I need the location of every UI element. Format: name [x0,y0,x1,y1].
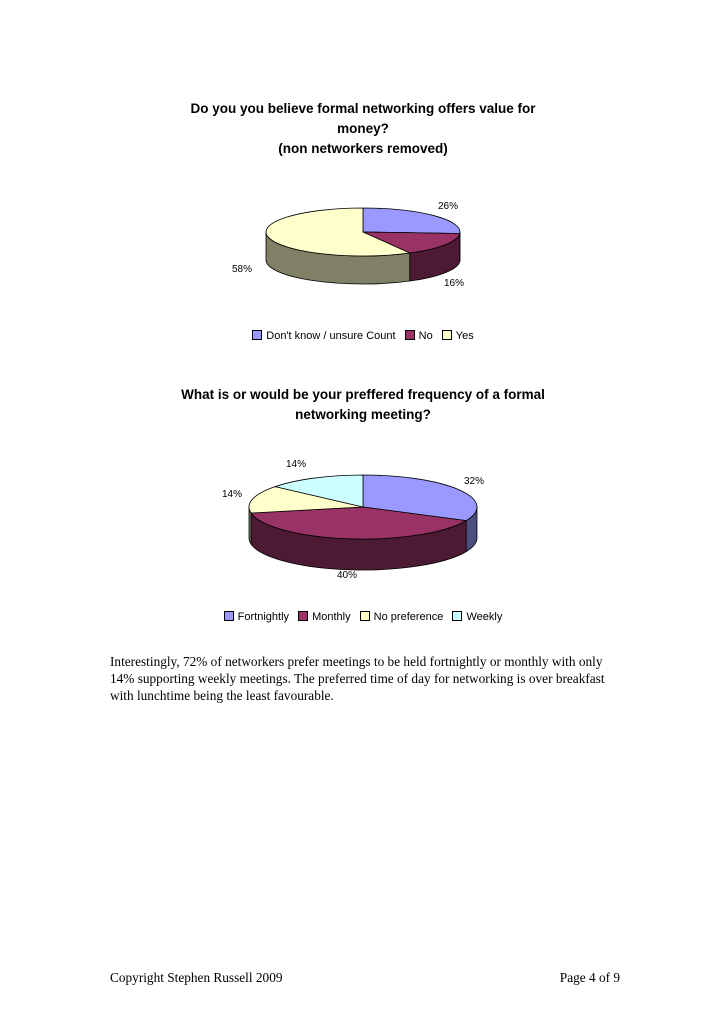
legend-swatch [452,611,462,621]
pie-value-label: 16% [443,278,465,289]
legend-label: No preference [373,611,444,623]
legend-item-weekly [452,611,502,623]
legend-item-no-preference [360,611,444,623]
pie-value-label: 14% [221,489,243,500]
legend-item-fortnightly [224,611,289,623]
legend-label: Fortnightly [237,611,290,623]
chart1-title-line3: (non networkers removed) [278,141,448,156]
legend-label: Monthly [312,611,351,623]
legend-label: Yes [455,330,474,342]
chart2-pie [110,450,616,590]
legend-item-yes [442,330,474,342]
chart2-title [110,385,616,425]
footer-copyright: Copyright Stephen Russell 2009 [110,970,283,985]
legend-label: Weekly [466,611,503,623]
chart2-title-line1: What is or would be your preffered frequency of a formal [181,387,545,402]
chart2-legend [110,611,616,623]
legend-swatch [298,611,308,621]
pie-value-label: 14% [285,459,307,470]
pie-value-label: 26% [437,201,459,212]
legend-swatch [360,611,370,621]
chart1-pie [110,190,616,305]
legend-item-dont-know [252,330,395,342]
legend-item-monthly [298,611,351,623]
legend-label: No [418,330,433,342]
legend-swatch [405,330,415,340]
body-paragraph: Interestingly, 72% of networkers prefer meetings to be held fortnightly or monthly with only 14% supporting weekly meetings. The preferred time of day for networking is over breakfast with lunchtime being the least favourable. [110,654,605,703]
footer-page-number: Page 4 of 9 [559,970,620,985]
chart1-title-line1: Do you you believe formal networking offers value for [190,101,536,116]
chart1-title [110,99,616,159]
legend-swatch [442,330,452,340]
legend-swatch [224,611,234,621]
legend-swatch [252,330,262,340]
pie-value-label: 40% [336,570,358,581]
chart1-legend [110,330,616,342]
pie-value-label: 32% [463,476,485,487]
chart1-title-line2: money? [337,121,389,136]
legend-label: Don't know / unsure Count [266,330,396,342]
legend-item-no [405,330,433,342]
chart2-title-line2: networking meeting? [295,407,431,422]
pie-value-label: 58% [231,264,253,275]
